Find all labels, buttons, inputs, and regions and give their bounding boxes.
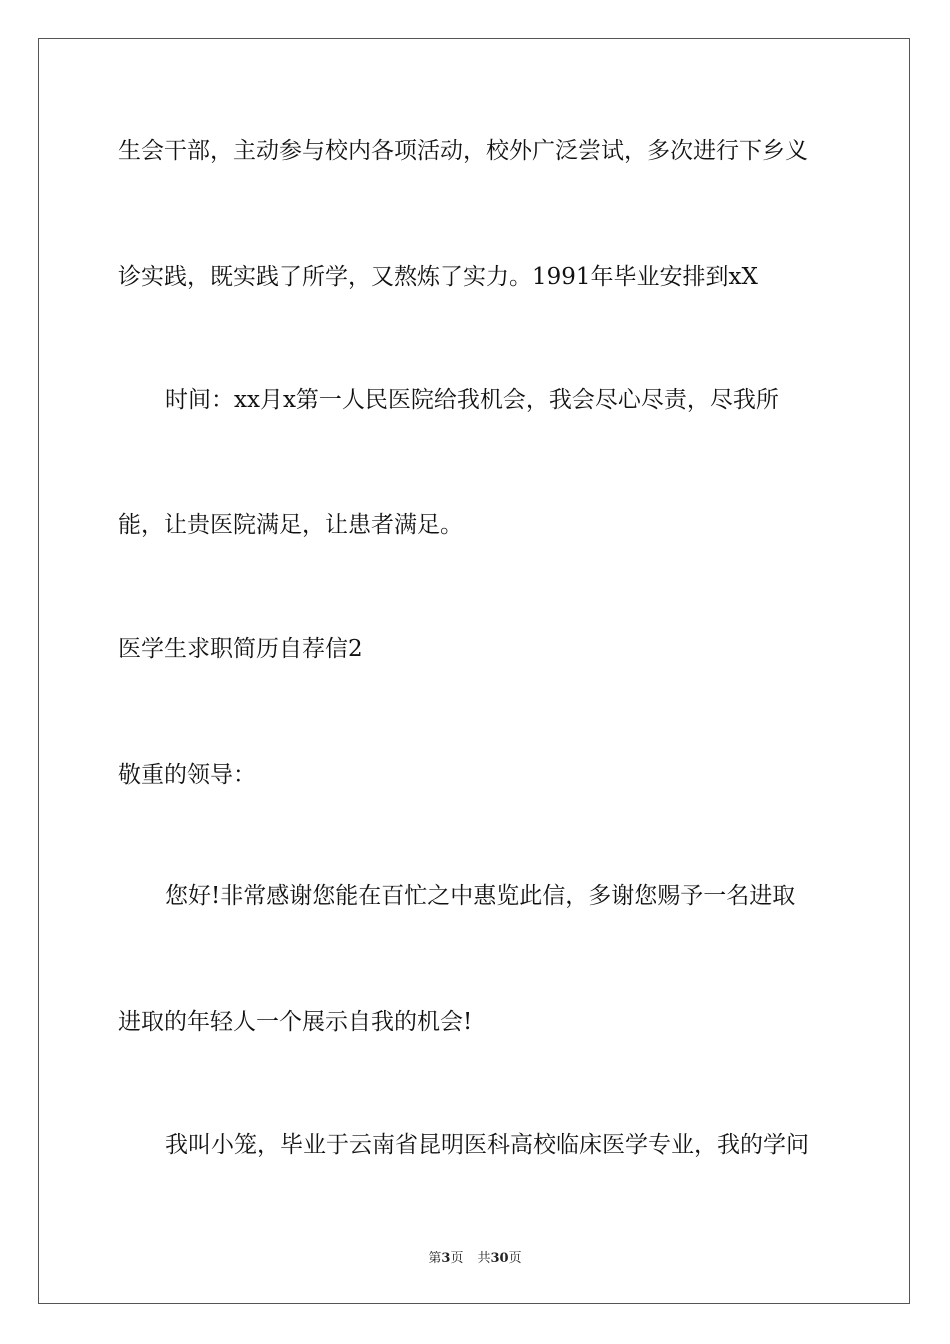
text-line: 诊实践，既实践了所学，又熬炼了实力。1991年毕业安排到xX (118, 264, 758, 290)
footer-total-number: 30 (490, 1251, 509, 1266)
section-heading: 医学生求职简历自荐信2 (118, 636, 363, 662)
page-border (38, 38, 910, 1304)
text-line: 生会干部，主动参与校内各项活动，校外广泛尝试，多次进行下乡义 (118, 138, 808, 164)
text-line: 进取的年轻人一个展示自我的机会! (118, 1009, 473, 1035)
footer-total-suffix: 页 (508, 1251, 522, 1266)
text-line-indented: 我叫小笼，毕业于云南省昆明医科高校临床医学专业，我的学问 (165, 1132, 809, 1158)
salutation: 敬重的领导： (118, 762, 256, 788)
text-line-indented: 您好!非常感谢您能在百忙之中惠览此信，多谢您赐予一名进取 (165, 883, 796, 909)
page-footer (0, 1247, 950, 1266)
footer-total-prefix: 共 (477, 1251, 491, 1266)
text-line-indented: 时间：xx月x第一人民医院给我机会，我会尽心尽责，尽我所 (165, 387, 779, 413)
footer-page-number: 3 (441, 1251, 451, 1266)
footer-page-suffix: 页 (450, 1251, 464, 1266)
footer-page-prefix: 第 (428, 1251, 442, 1266)
text-line: 能，让贵医院满足，让患者满足。 (118, 512, 463, 538)
